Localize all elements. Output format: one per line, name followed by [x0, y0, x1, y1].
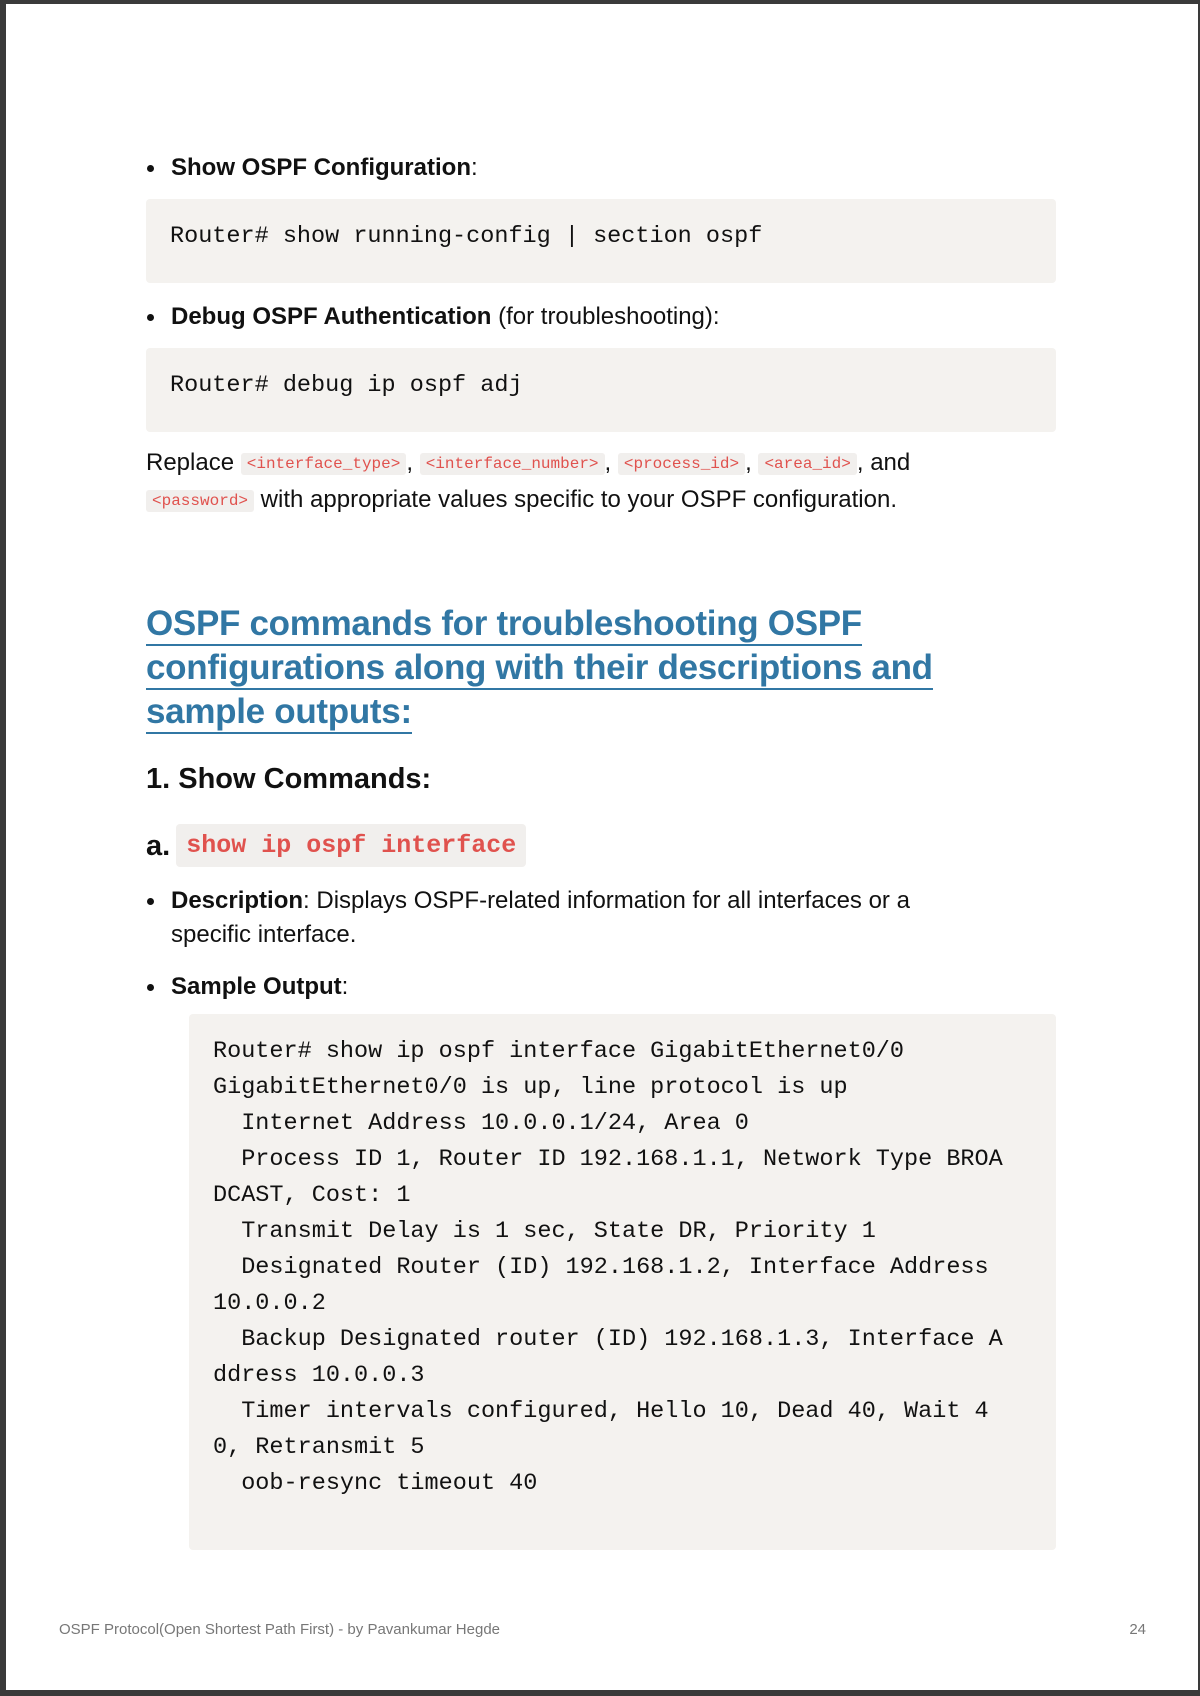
bullet-sample-output: [171, 970, 348, 1004]
inline-code-process-id: <process_id>: [618, 453, 745, 475]
code-line: Router# debug ip ospf adj: [170, 372, 523, 399]
bullet-debug-ospf-auth: [171, 300, 720, 334]
bullet-bold-label: Debug OSPF Authentication: [171, 303, 492, 330]
bullet-rest-text: (for troubleshooting):: [491, 303, 720, 330]
inline-code-password: <password>: [146, 490, 254, 512]
output-line: oob-resync timeout 40: [213, 1470, 538, 1497]
output-line: Router# show ip ospf interface GigabitEthernet0/0: [213, 1038, 905, 1065]
heading-line-3: sample outputs:: [146, 692, 412, 734]
inline-code-interface-number: <interface_number>: [420, 453, 605, 475]
inline-code-area-id: <area_id>: [758, 453, 856, 475]
output-line: Internet Address 10.0.0.1/24, Area 0: [213, 1110, 749, 1137]
bullet-description: [171, 884, 991, 952]
replace-paragraph: Replace <interface_type> , <interface_number> , <process_id> , <area_id> , and <password> with appropriate values specific to your OSPF configuration.: [146, 449, 911, 513]
subheading-code: show ip ospf interface: [176, 824, 526, 867]
subheading-prefix: a.: [146, 830, 171, 862]
bullet-bold-label: Show OSPF Configuration: [171, 154, 471, 181]
output-line: ddress 10.0.0.3: [213, 1362, 425, 1389]
subheading-show-commands: 1. Show Commands:: [146, 763, 432, 795]
output-line: Designated Router (ID) 192.168.1.2, Interface Address: [213, 1254, 989, 1281]
bullet-bold-label: Description: [171, 887, 304, 914]
code-block-sample-output: [189, 1014, 1056, 1550]
code-block-show-config: [146, 199, 1056, 283]
output-line: 10.0.0.2: [213, 1290, 326, 1317]
heading-line-2: configurations along with their descriptions and: [146, 648, 933, 690]
output-line: 0, Retransmit 5: [213, 1434, 425, 1461]
subheading-show-ip-ospf-interface: [146, 830, 526, 863]
output-line: GigabitEthernet0/0 is up, line protocol is up: [213, 1074, 848, 1101]
output-line: Process ID 1, Router ID 192.168.1.1, Network Type BROA: [213, 1146, 1003, 1173]
output-line: Timer intervals configured, Hello 10, Dead 40, Wait 4: [213, 1398, 989, 1425]
code-block-debug: [146, 348, 1056, 432]
footer-page-number: 24: [1129, 1621, 1146, 1638]
heading-line-1: OSPF commands for troubleshooting OSPF: [146, 604, 862, 646]
bullet-rest-text: :: [341, 973, 349, 1000]
output-line: Backup Designated router (ID) 192.168.1.3, Interface A: [213, 1326, 1003, 1353]
bullet-show-ospf-config: [171, 151, 478, 185]
section-heading: [146, 602, 1056, 734]
document-page: [6, 4, 1198, 1690]
inline-code-interface-type: <interface_type>: [241, 453, 407, 475]
output-line: Transmit Delay is 1 sec, State DR, Priority 1: [213, 1218, 876, 1245]
bullet-rest-text: :: [470, 154, 478, 181]
footer-title: OSPF Protocol(Open Shortest Path First) - by Pavankumar Hegde: [59, 1621, 501, 1638]
bullet-bold-label: Sample Output: [171, 973, 342, 1000]
output-line: DCAST, Cost: 1: [213, 1182, 411, 1209]
bullet-rest-text: : Displays OSPF-related information for all interfaces or a specific interface.: [171, 887, 910, 948]
code-line: Router# show running-config | section ospf: [170, 223, 763, 250]
